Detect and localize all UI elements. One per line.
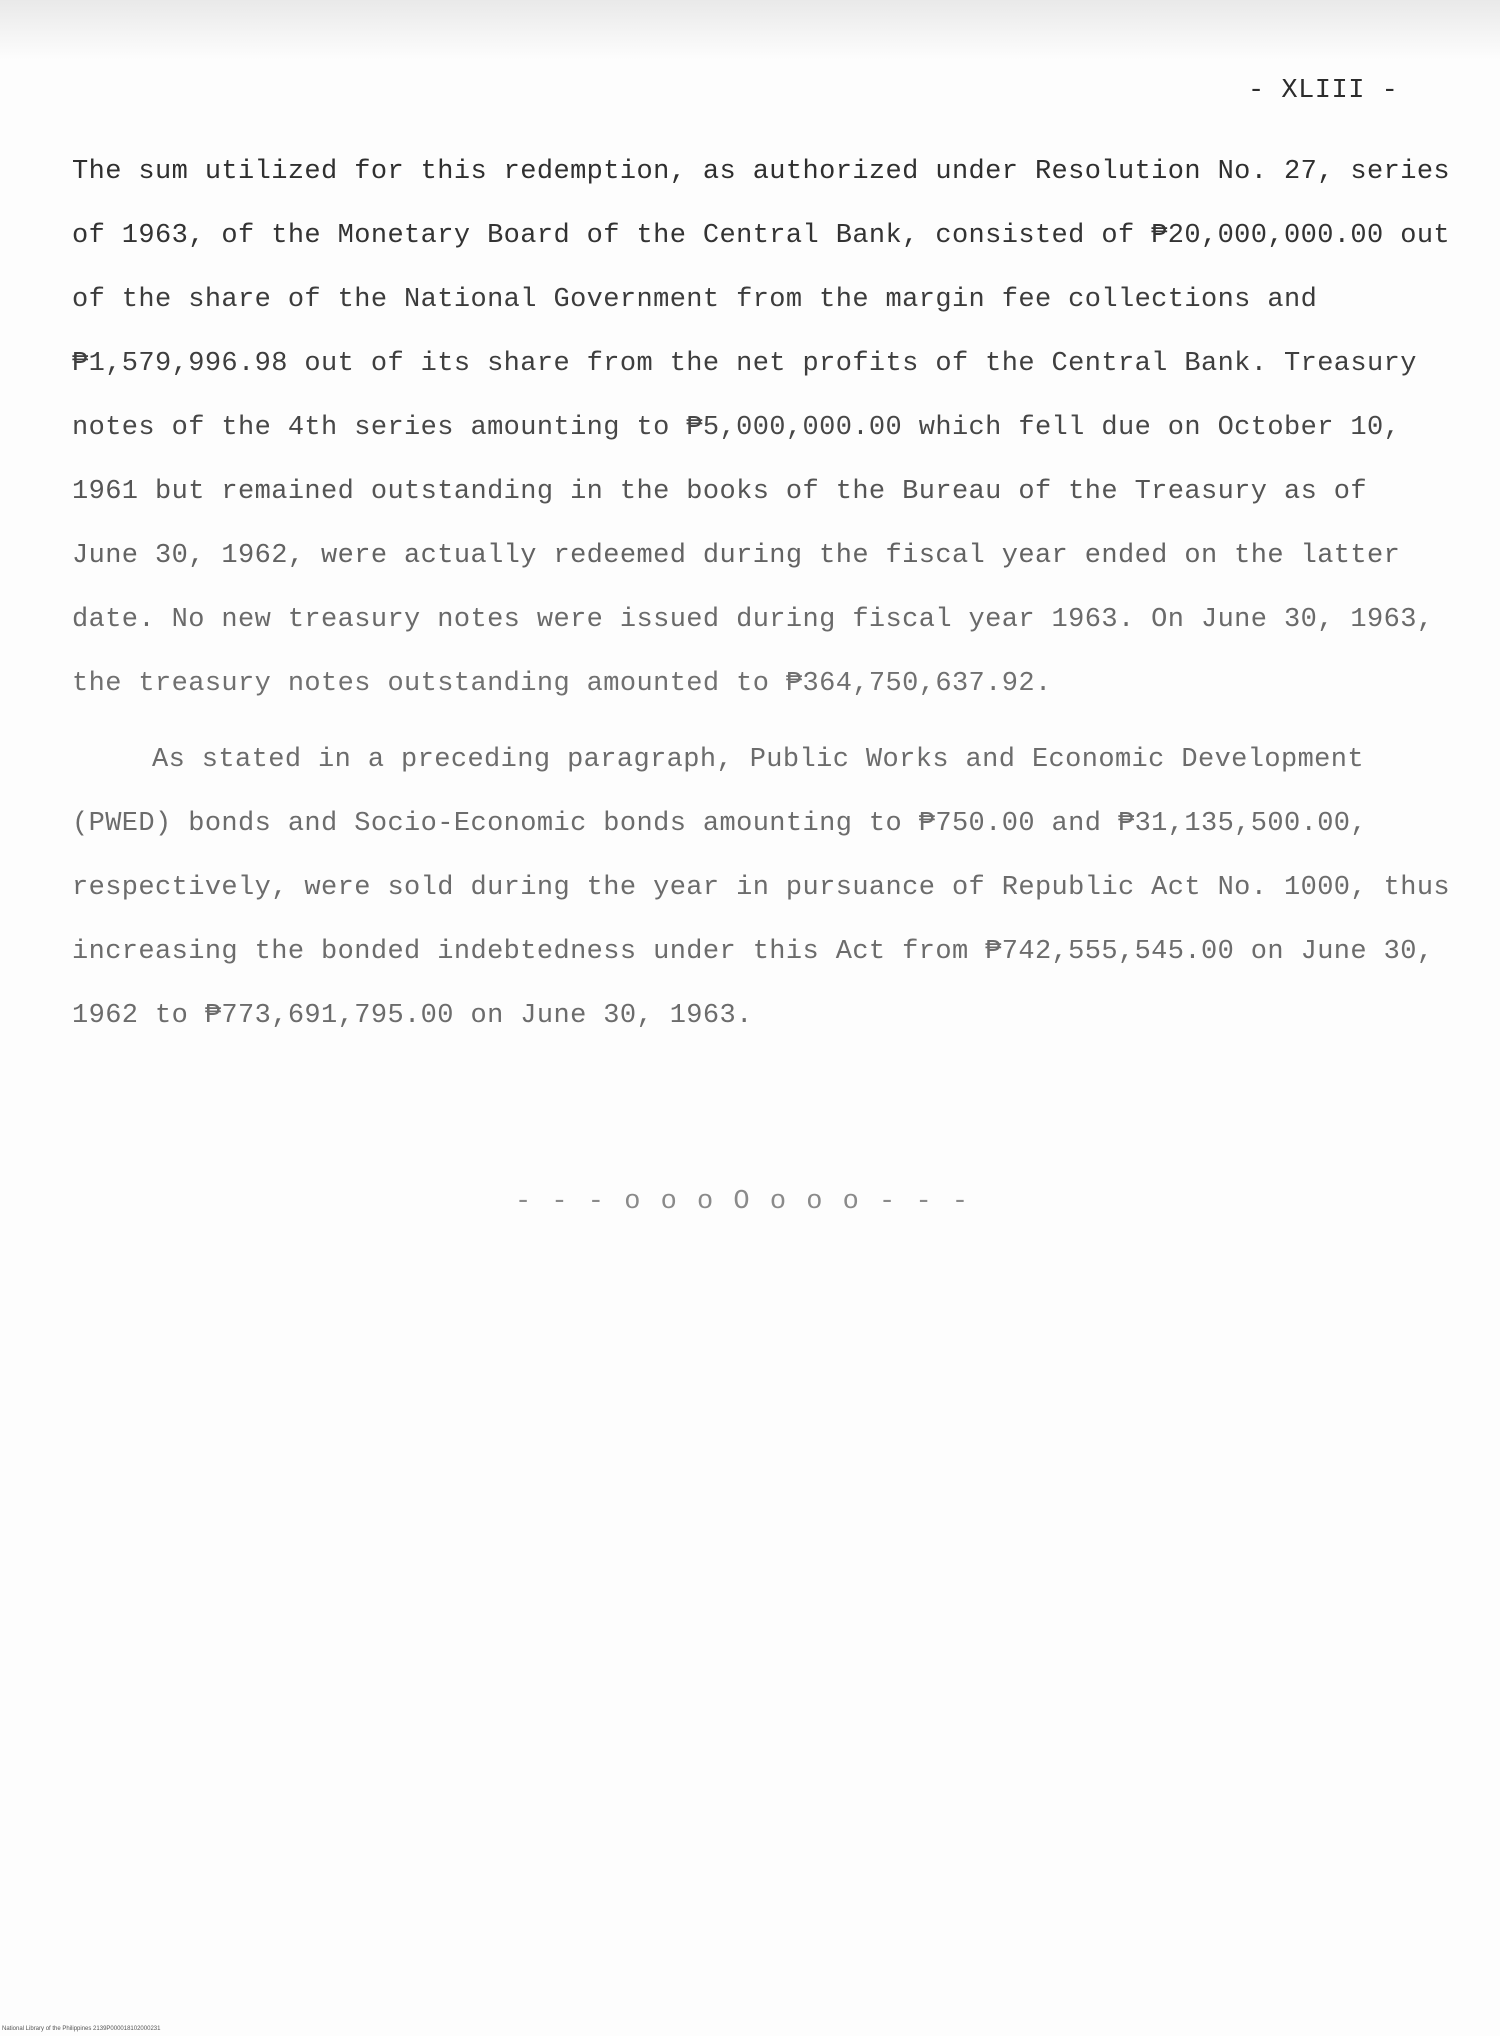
text-line: As stated in a preceding paragraph, Public Works and Economic Development bbox=[152, 745, 1364, 775]
text-line: date. No new treasury notes were issued during fiscal year 1963. On June 30, 1963, bbox=[72, 605, 1434, 635]
text-line: ₱1,579,996.98 out of its share from the net profits of the Central Bank. Treasury bbox=[72, 349, 1417, 379]
text-line: The sum utilized for this redemption, as authorized under Resolution No. 27, series bbox=[72, 157, 1451, 187]
text-line: 1962 to ₱773,691,795.00 on June 30, 1963. bbox=[72, 1001, 753, 1031]
page-number: - XLIII - bbox=[1248, 76, 1399, 106]
text-line: notes of the 4th series amounting to ₱5,000,000.00 which fell due on October 10, bbox=[72, 413, 1401, 443]
paragraph-pwed-bonds bbox=[72, 728, 1450, 1048]
scan-edge-shadow bbox=[0, 0, 1500, 60]
text-line: (PWED) bonds and Socio-Economic bonds amounting to ₱750.00 and ₱31,135,500.00, bbox=[72, 809, 1368, 839]
text-line: respectively, were sold during the year in pursuance of Republic Act No. 1000, thus bbox=[72, 873, 1451, 903]
section-divider: - - - o o o O o o o - - - bbox=[515, 1187, 971, 1217]
text-line: of 1963, of the Monetary Board of the Central Bank, consisted of ₱20,000,000.00 out bbox=[72, 221, 1451, 251]
text-line: increasing the bonded indebtedness under this Act from ₱742,555,545.00 on June 30, bbox=[72, 937, 1434, 967]
text-line: of the share of the National Government from the margin fee collections and bbox=[72, 285, 1318, 315]
text-line: the treasury notes outstanding amounted to ₱364,750,637.92. bbox=[72, 669, 1052, 699]
text-line: 1961 but remained outstanding in the books of the Bureau of the Treasury as of bbox=[72, 477, 1368, 507]
scan-footer-note: National Library of the Philippines 2139P000018102000231 bbox=[2, 2026, 161, 2032]
paragraph-redemption bbox=[72, 140, 1450, 716]
text-line: June 30, 1962, were actually redeemed during the fiscal year ended on the latter bbox=[72, 541, 1401, 571]
